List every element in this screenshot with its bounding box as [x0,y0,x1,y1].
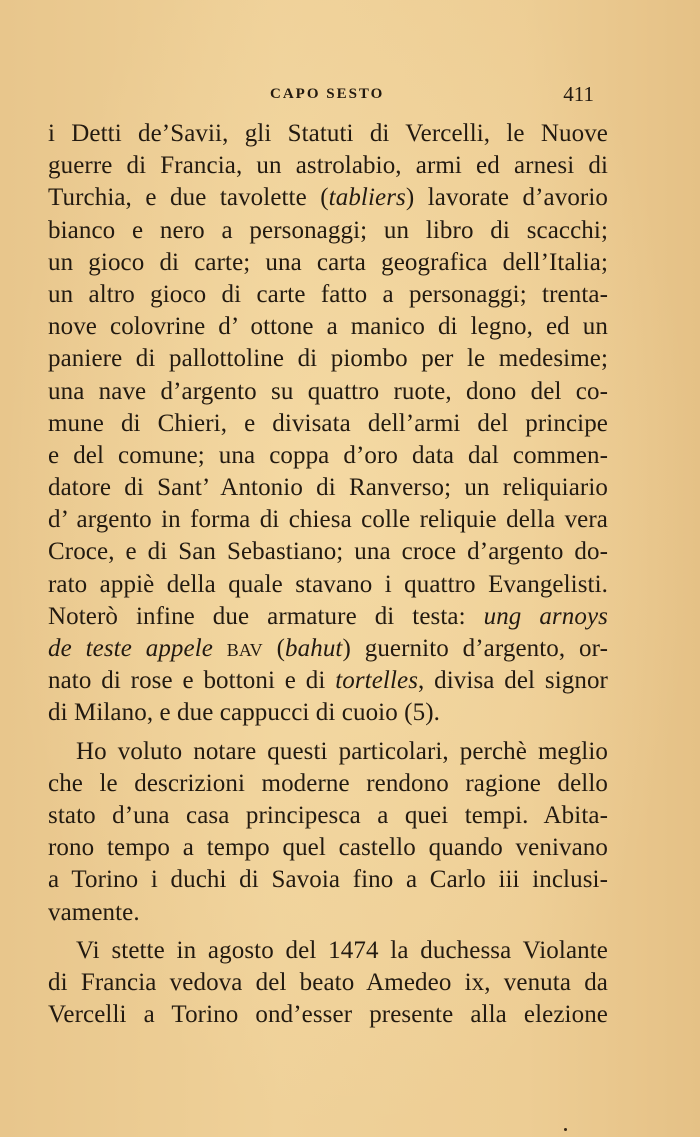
text-line: paniere di pallottoline di piombo per le medesime; [48,345,608,373]
text-line: vamente. [48,898,140,926]
text-line: d’ argento in forma di chiesa colle reliquie della vera [48,506,608,534]
text-line: Vi stette in agosto del 1474 la duchessa Violante [76,936,608,964]
italic-term: tabliers [328,184,406,212]
body-text [48,118,608,1031]
text-line: una nave d’argento su quattro ruote, dono del co- [48,377,608,405]
text-line: datore di Sant’ Antonio di Ranverso; un reliquiario [48,474,608,502]
text-line: Turchia, e due tavolette (tabliers) lavorate d’avorio [48,184,608,212]
text-line: nato di rose e bottoni e di tortelles, divisa del signor [48,667,608,695]
text-line: guerre di Francia, un astrolabio, armi ed arnesi di [48,152,608,180]
text-line: di Milano, e due cappucci di cuoio (5). [48,699,440,727]
text-line: rato appiè della quale stavano i quattro Evangelisti. [48,570,608,598]
text-line: stato d’una casa principesca a quei tempi. Abita- [48,801,608,829]
small-caps-term: bav [226,635,263,662]
text-line: Vercelli a Torino ond’esser presente alla elezione [48,1001,608,1029]
text-line: un gioco di carte; una carta geografica dell’Italia; [48,248,608,276]
page-number: 411 [563,82,594,106]
text-line: Noterò infine due armature di testa: ung arnoys [48,602,608,630]
text-line: di Francia vedova del beato Amedeo ix, venuta da [48,968,608,996]
text-line: rono tempo a tempo quel castello quando venivano [48,834,608,862]
text-line: mune di Chieri, e divisata dell’armi del principe [48,409,608,437]
text-line: un altro gioco di carte fatto a personaggi; trenta- [48,280,608,308]
running-head [48,84,608,108]
text-line: i Detti de’Savii, gli Statuti di Vercelli, le Nuove [48,120,608,147]
text-line: Croce, e di San Sebastiano; una croce d’argento do- [48,538,608,566]
italic-term: bahut [285,635,343,662]
text-line: bianco e nero a personaggi; un libro di scacchi; [48,216,608,244]
text-line: e del comune; una coppa d’oro data dal commen- [48,441,608,469]
text-line: nove colovrine d’ ottone a manico di legno, ed un [48,313,608,341]
ink-speck [564,1128,567,1131]
text-line: che le descrizioni moderne rendono ragione dello [48,769,608,797]
italic-term: tortelles [335,667,419,695]
text-line: Ho voluto notare questi particolari, perchè meglio [76,737,608,765]
text-line: de teste appele bav (bahut) guernito d’argento, or- [48,635,608,662]
italic-term: de teste appele [48,635,213,662]
running-title: CAPO SESTO [270,86,385,102]
italic-term: ung arnoys [483,602,608,630]
text-line: a Torino i duchi di Savoia fino a Carlo iii inclusi- [48,866,608,894]
